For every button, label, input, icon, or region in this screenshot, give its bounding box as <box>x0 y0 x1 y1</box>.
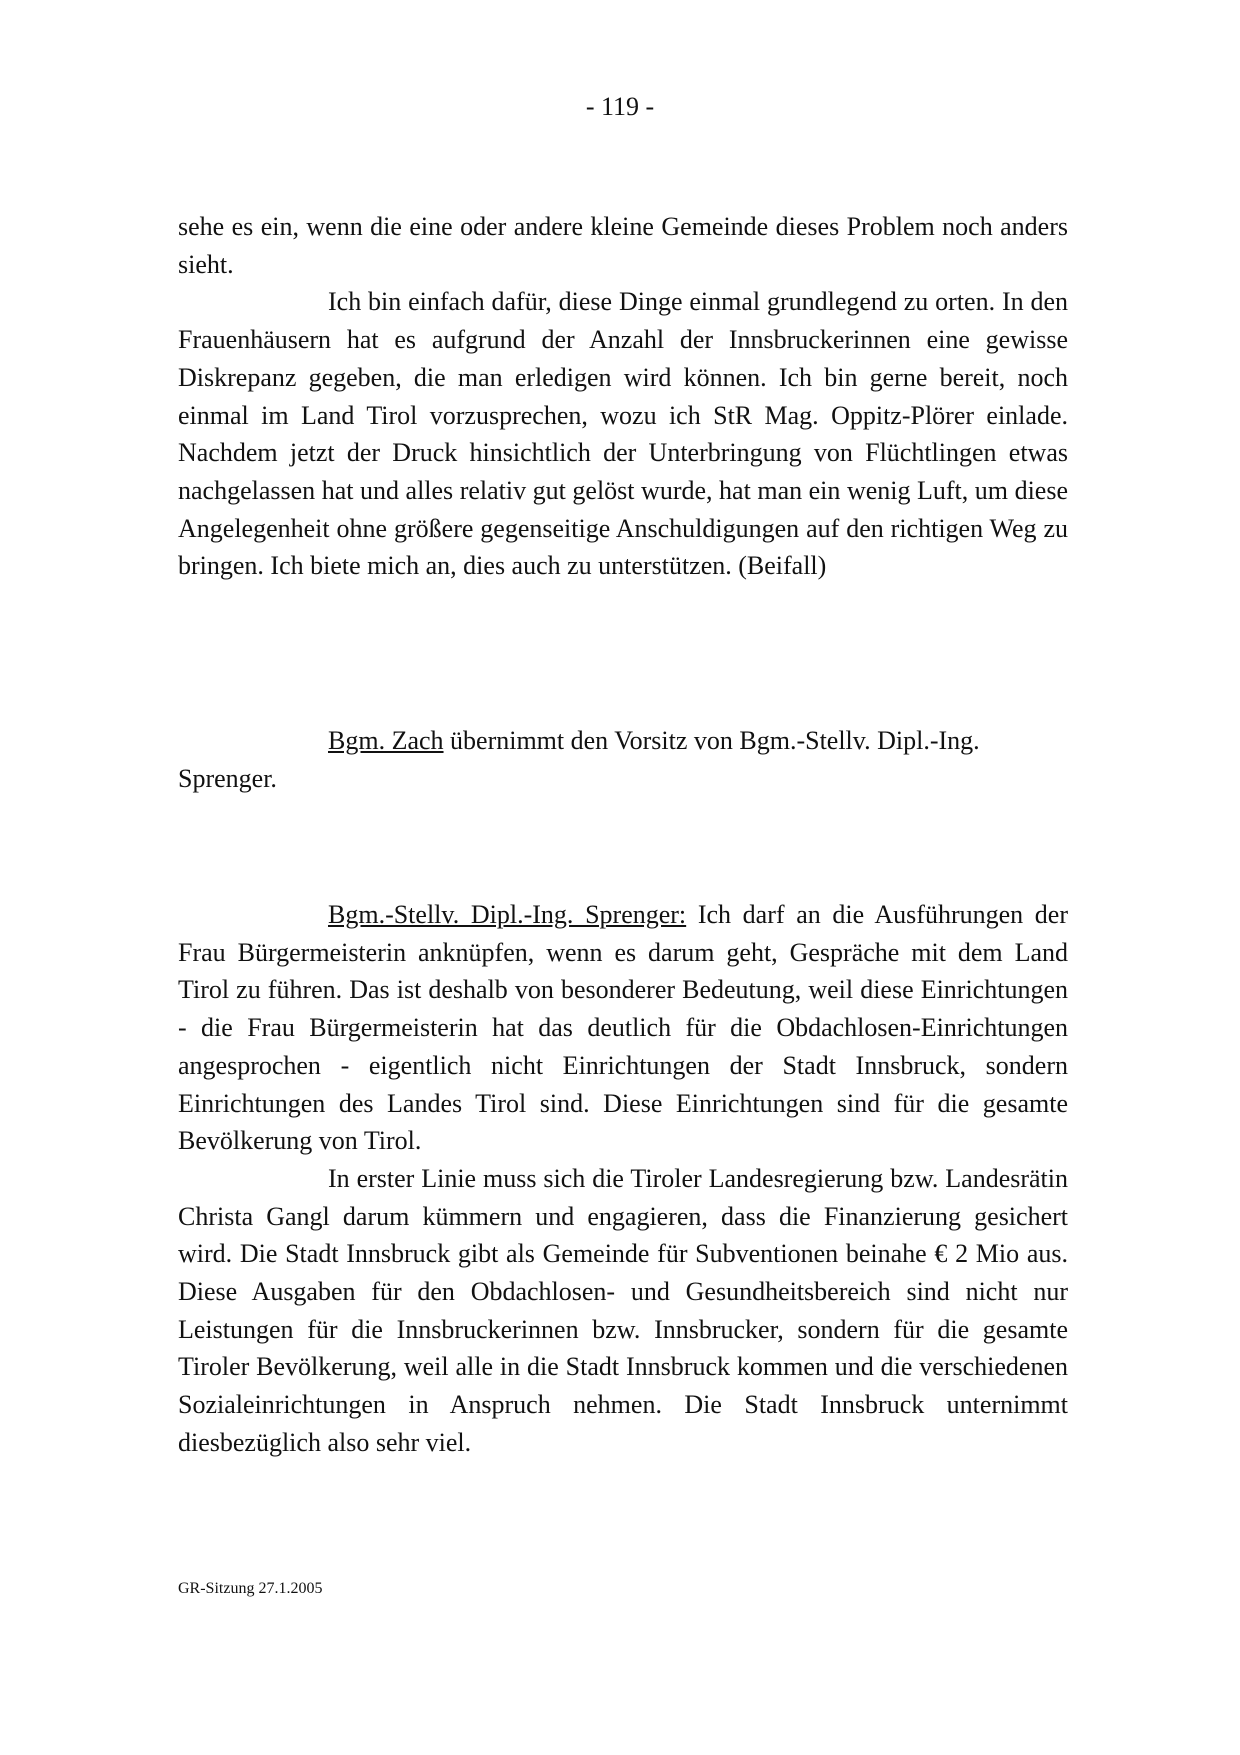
text-block-chair-change <box>178 722 1068 797</box>
speaker-name: Bgm.-Stellv. Dipl.-Ing. Sprenger: <box>328 900 687 929</box>
speaker-name: Bgm. Zach <box>328 726 444 755</box>
footer-session-date: GR-Sitzung 27.1.2005 <box>178 1580 323 1597</box>
paragraph: In erster Linie muss sich die Tiroler Landesregierung bzw. Landesrätin Christa Gangl darum kümmern und engagieren, dass die Finanzierung gesichert wird. Die Stadt Innsbruck gibt als Gemeinde für Subventionen beinahe € 2 Mio aus. Diese Ausgaben für den Obdachlosen- und Gesundheitsbereich sind nicht nur Leistungen für die Innsbruckerinnen bzw. Innsbrucker, sondern für die gesamte Tiroler Bevölkerung, weil alle in die Stadt Innsbruck kommen und die verschiedenen Sozialeinrichtungen in Anspruch nehmen. Die Stadt Innsbruck unternimmt diesbezüglich also sehr viel. <box>178 1163 1068 1457</box>
paragraph-text: Ich darf an die Ausführungen der Frau Bürgermeisterin anknüpfen, wenn es darum geht, Gespräche mit dem Land Tirol zu führen. Das ist deshalb von besonderer Bedeutung, weil diese Einrichtungen - die Frau Bürgermeisterin hat das deutlich für die Obdachlosen-Einrichtungen angesprochen - eigentlich nicht Einrichtungen der Stadt Innsbruck, sondern Einrichtungen des Landes Tirol sind. Diese Einrichtungen sind für die gesamte Bevölkerung von Tirol. <box>178 900 1069 1156</box>
text-block-speech-sprenger <box>178 896 1068 1462</box>
chair-change-note <box>178 722 1068 797</box>
text-block-statement-end <box>178 208 1068 585</box>
paragraph <box>178 896 1068 1160</box>
paragraph-text: übernimmt den Vorsitz von Bgm.-Stellv. Dipl.-Ing. Sprenger. <box>178 726 980 793</box>
paragraph: sehe es ein, wenn die eine oder andere kleine Gemeinde dieses Problem noch anders sieht. <box>178 212 1068 279</box>
paragraph: Ich bin einfach dafür, diese Dinge einmal grundlegend zu orten. In den Frauenhäusern hat es aufgrund der Anzahl der Innsbruckerinnen eine gewisse Diskrepanz gegeben, die man erledigen wird können. Ich bin gerne bereit, noch einmal im Land Tirol vorzusprechen, wozu ich StR Mag. Oppitz-Plörer einlade. Nachdem jetzt der Druck hinsichtlich der Unterbringung von Flüchtlingen etwas nachgelassen hat und alles relativ gut gelöst wurde, hat man ein wenig Luft, um diese Angelegenheit ohne größere gegenseitige Anschuldigungen auf den richtigen Weg zu bringen. Ich biete mich an, dies auch zu unterstützen. (Beifall) <box>178 287 1068 581</box>
page-number: - 119 - <box>585 92 655 121</box>
